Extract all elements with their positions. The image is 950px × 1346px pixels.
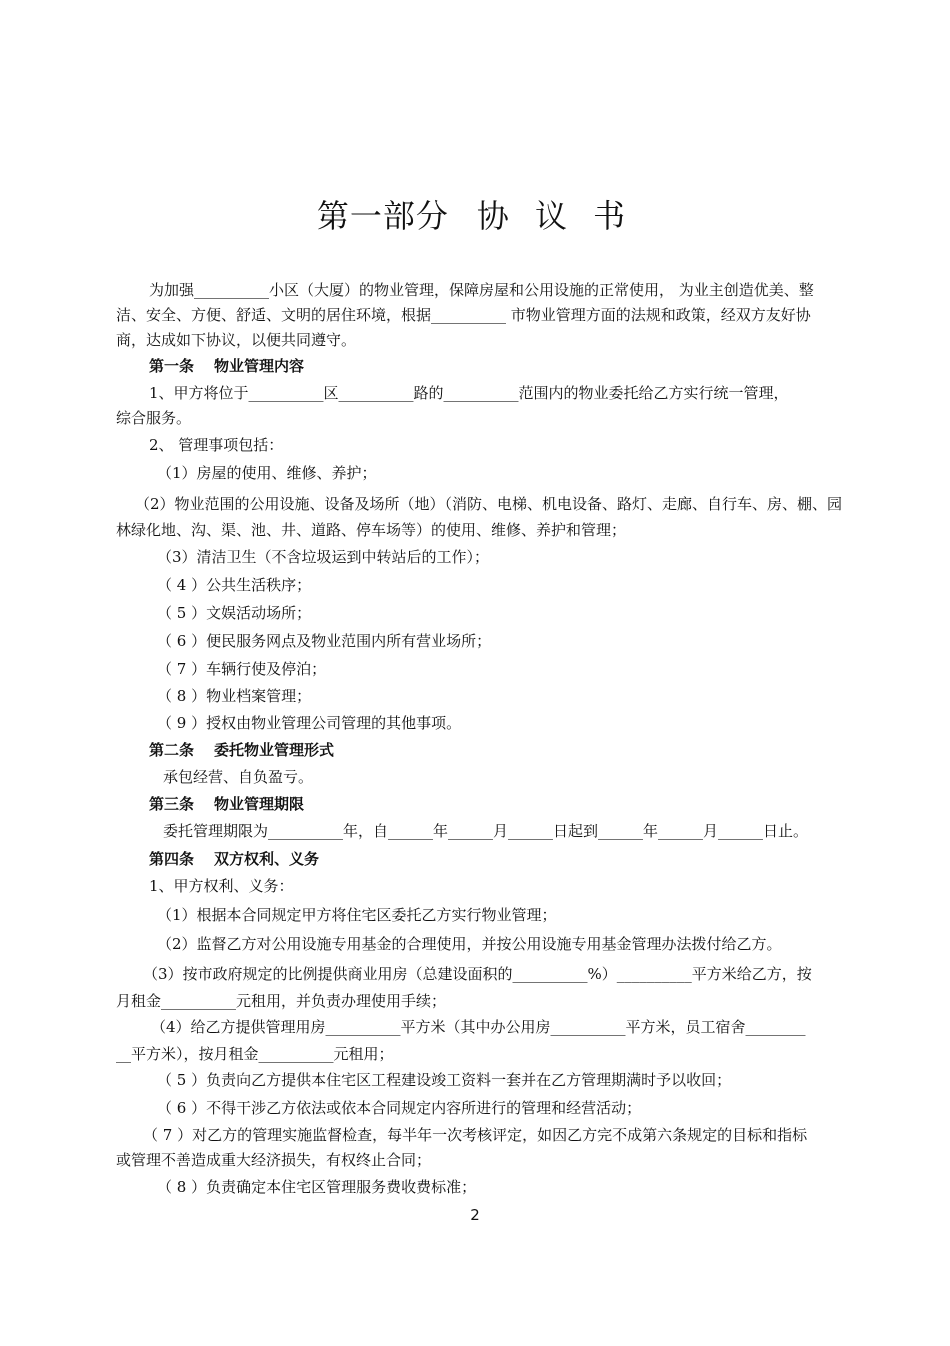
article-2-heading bbox=[149, 739, 909, 761]
intro-line-1: 为加强__________小区（大厦）的物业管理，保障房屋和公用设施的正常使用， 为业主创造优美、整 bbox=[149, 281, 814, 299]
article-3-para: 委托管理期限为__________年，自______年______月______日起到______年______月______日止。 bbox=[163, 822, 809, 840]
article-1-name: 物业管理内容 bbox=[214, 357, 305, 375]
article-3-number: 第三条 bbox=[149, 795, 195, 813]
list-item: （2）物业范围的公用设施、设备及场所（地）（消防、电梯、机电设备、路灯、走廊、自行车、房、棚、园 bbox=[135, 495, 843, 513]
list-item: （3）按市政府规定的比例提供商业用房（总建设面积的__________%）__________平方米给乙方，按 bbox=[143, 965, 812, 983]
list-item: （1）房屋的使用、维修、养护； bbox=[157, 464, 377, 482]
article-3-name: 物业管理期限 bbox=[214, 795, 305, 813]
article-1-para-1-cont: 综合服务。 bbox=[116, 409, 192, 427]
list-item: （1）根据本合同规定甲方将住宅区委托乙方实行物业管理； bbox=[157, 906, 557, 924]
article-1-heading bbox=[149, 355, 909, 377]
list-item: （ 7 ）对乙方的管理实施监督检查，每半年一次考核评定，如因乙方完不成第六条规定的目标和指标 bbox=[143, 1126, 808, 1144]
article-2-number: 第二条 bbox=[149, 741, 195, 759]
article-1-para-1: 1、甲方将位于__________区__________路的__________范围内的物业委托给乙方实行统一管理， bbox=[149, 384, 789, 402]
list-item: （3）清洁卫生（不含垃圾运到中转站后的工作）； bbox=[157, 548, 490, 566]
title-part-label: 第一部分 bbox=[316, 197, 449, 235]
list-item: （ 6 ）便民服务网点及物业范围内所有营业场所； bbox=[157, 632, 492, 650]
article-4-heading bbox=[149, 848, 909, 870]
intro-line-2: 洁、安全、方便、舒适、文明的居住环境，根据__________ 市物业管理方面的法规和政策，经双方友好协 bbox=[116, 306, 811, 324]
article-2-para: 承包经营、自负盈亏。 bbox=[163, 768, 314, 786]
article-4-para-1: 1、甲方权利、义务： bbox=[149, 877, 294, 895]
list-item-cont: 或管理不善造成重大经济损失，有权终止合同； bbox=[116, 1151, 432, 1169]
list-item: （2）监督乙方对公用设施专用基金的合理使用，并按公用设施专用基金管理办法拨付给乙方。 bbox=[157, 935, 782, 953]
list-item: （ 8 ）物业档案管理； bbox=[157, 687, 312, 705]
list-item: （ 8 ）负责确定本住宅区管理服务费收费标准； bbox=[157, 1178, 477, 1196]
list-item-cont: 月租金__________元租用，并负责办理使用手续； bbox=[116, 992, 447, 1010]
list-item: （ 4 ）公共生活秩序； bbox=[157, 576, 312, 594]
list-item-cont: 林绿化地、沟、渠、池、井、道路、停车场等）的使用、维修、养护和管理； bbox=[116, 521, 627, 539]
list-item-cont: __平方米），按月租金__________元租用； bbox=[116, 1045, 394, 1063]
article-1-para-2: 2、 管理事项包括： bbox=[149, 436, 284, 454]
list-item: （ 9 ）授权由物业管理公司管理的其他事项。 bbox=[157, 714, 462, 732]
page-title bbox=[0, 192, 950, 240]
article-1-number: 第一条 bbox=[149, 357, 195, 375]
article-3-heading bbox=[149, 793, 909, 815]
page-number: 2 bbox=[470, 1206, 480, 1224]
list-item: （ 5 ）负责向乙方提供本住宅区工程建设竣工资料一套并在乙方管理期满时予以收回； bbox=[157, 1071, 732, 1089]
list-item: （4）给乙方提供管理用房__________平方米（其中办公用房__________平方米，员工宿舍________ bbox=[151, 1018, 806, 1036]
list-item: （ 6 ）不得干涉乙方依法或依本合同规定内容所进行的管理和经营活动； bbox=[157, 1099, 642, 1117]
intro-line-3: 商，达成如下协议，以便共同遵守。 bbox=[116, 331, 357, 349]
title-agreement: 协 议 书 bbox=[476, 197, 634, 235]
list-item: （ 5 ）文娱活动场所； bbox=[157, 604, 312, 622]
article-2-name: 委托物业管理形式 bbox=[214, 741, 335, 759]
list-item: （ 7 ）车辆行使及停泊； bbox=[157, 660, 327, 678]
article-4-name: 双方权利、义务 bbox=[214, 850, 320, 868]
article-4-number: 第四条 bbox=[149, 850, 195, 868]
